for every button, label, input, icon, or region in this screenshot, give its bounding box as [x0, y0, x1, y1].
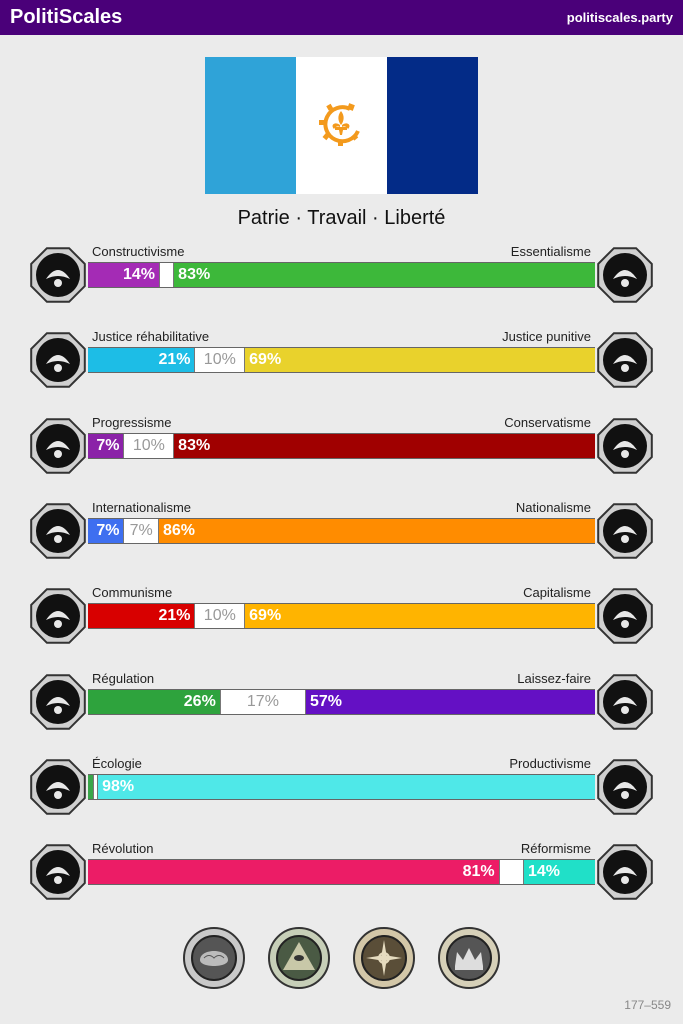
axis-row [28, 752, 655, 814]
axis-bar [88, 347, 595, 373]
axis-left-label: Écologie [92, 755, 142, 771]
axis-center-segment: 10% [194, 348, 245, 372]
axis-right-segment: 86% [159, 519, 595, 543]
hammer-sickle-icon [28, 586, 88, 646]
axis-bar [88, 774, 595, 800]
axis-left-segment: 21% [88, 348, 194, 372]
axis-center-segment [159, 263, 174, 287]
axis-left-label: Communisme [92, 585, 173, 601]
axis-right-segment: 83% [174, 263, 595, 287]
ballot-icon [595, 842, 655, 902]
axis-right-label: Productivisme [509, 755, 591, 771]
axis-bar [88, 433, 595, 459]
fist-icon [28, 842, 88, 902]
axis-center-segment: 10% [123, 434, 174, 458]
flag-motto: Patrie · Travail · Liberté [237, 207, 446, 229]
axis-center-segment: 10% [194, 604, 245, 628]
axis-left-label: Justice réhabilitative [92, 329, 210, 345]
axis-left-label: Internationalisme [92, 499, 191, 515]
dna-flower-icon [595, 245, 655, 305]
axis-right-label: Capitalisme [523, 585, 591, 601]
axis-center-segment [499, 860, 524, 884]
handshake-icon [28, 330, 88, 390]
flag-icon [595, 501, 655, 561]
axis-bar [88, 518, 595, 544]
factory-icon [595, 757, 655, 817]
axis-right-label: Nationalisme [515, 499, 591, 515]
compass-seal-icon[interactable] [352, 926, 416, 990]
axis-row [28, 667, 655, 729]
flag-band-center [296, 57, 387, 194]
prison-bars-icon [595, 330, 655, 390]
axis-right-segment: 98% [98, 775, 595, 799]
axis-bar [88, 262, 595, 288]
axis-left-segment: 14% [88, 263, 159, 287]
axis-left-segment: 21% [88, 604, 194, 628]
butterfly-icon [595, 672, 655, 732]
axis-right-label: Conservatisme [504, 414, 591, 430]
axis-left-segment: 7% [88, 519, 123, 543]
app-header [0, 0, 683, 35]
axis-bar [88, 859, 595, 885]
axis-right-label: Essentialisme [510, 244, 591, 259]
site-link[interactable]: politiscales.party [566, 10, 673, 25]
axis-right-segment: 69% [245, 604, 595, 628]
axis-center-segment: 7% [123, 519, 158, 543]
brain-seal-icon[interactable] [182, 926, 246, 990]
fleur-de-lis-gear-icon [318, 101, 364, 147]
axis-left-label: Régulation [92, 670, 155, 686]
ruler-icon [28, 672, 88, 732]
axis-right-segment: 69% [245, 348, 595, 372]
axis-right-segment: 83% [174, 434, 595, 458]
axis-bar [88, 689, 595, 715]
axis-left-segment: 26% [88, 690, 220, 714]
axis-left-segment: 81% [88, 860, 499, 884]
rocket-icon [28, 416, 88, 476]
axis-right-label: Laissez-faire [517, 670, 591, 686]
axis-right-label: Réformisme [520, 841, 591, 857]
axis-right-segment: 14% [524, 860, 595, 884]
axis-right-label: Justice punitive [502, 329, 591, 345]
flag-band-left [205, 57, 296, 194]
axis-left-label: Progressisme [92, 414, 172, 430]
quill-icon [595, 416, 655, 476]
footer-code: 177–559 [624, 998, 671, 1012]
axis-bar [88, 603, 595, 629]
eye-icon [28, 245, 88, 305]
globe-laurel-icon [28, 501, 88, 561]
money-bag-icon [595, 586, 655, 646]
axis-center-segment: 17% [220, 690, 306, 714]
axis-row [28, 411, 655, 473]
brand-title[interactable]: PolitiScales [10, 6, 123, 28]
axis-row [28, 325, 655, 387]
axis-left-label: Constructivisme [92, 244, 185, 259]
bird-icon [28, 757, 88, 817]
axis-row [28, 496, 655, 558]
axis-row [28, 581, 655, 643]
axis-row [28, 837, 655, 899]
flag-band-right [387, 57, 478, 194]
badges-row [182, 926, 502, 992]
axis-row [28, 240, 655, 302]
crown-seal-icon[interactable] [437, 926, 501, 990]
axis-left-label: Révolution [92, 841, 154, 857]
pyramid-eye-seal-icon[interactable] [267, 926, 331, 990]
result-flag [205, 57, 478, 194]
axis-right-segment: 57% [306, 690, 595, 714]
axis-left-segment: 7% [88, 434, 123, 458]
